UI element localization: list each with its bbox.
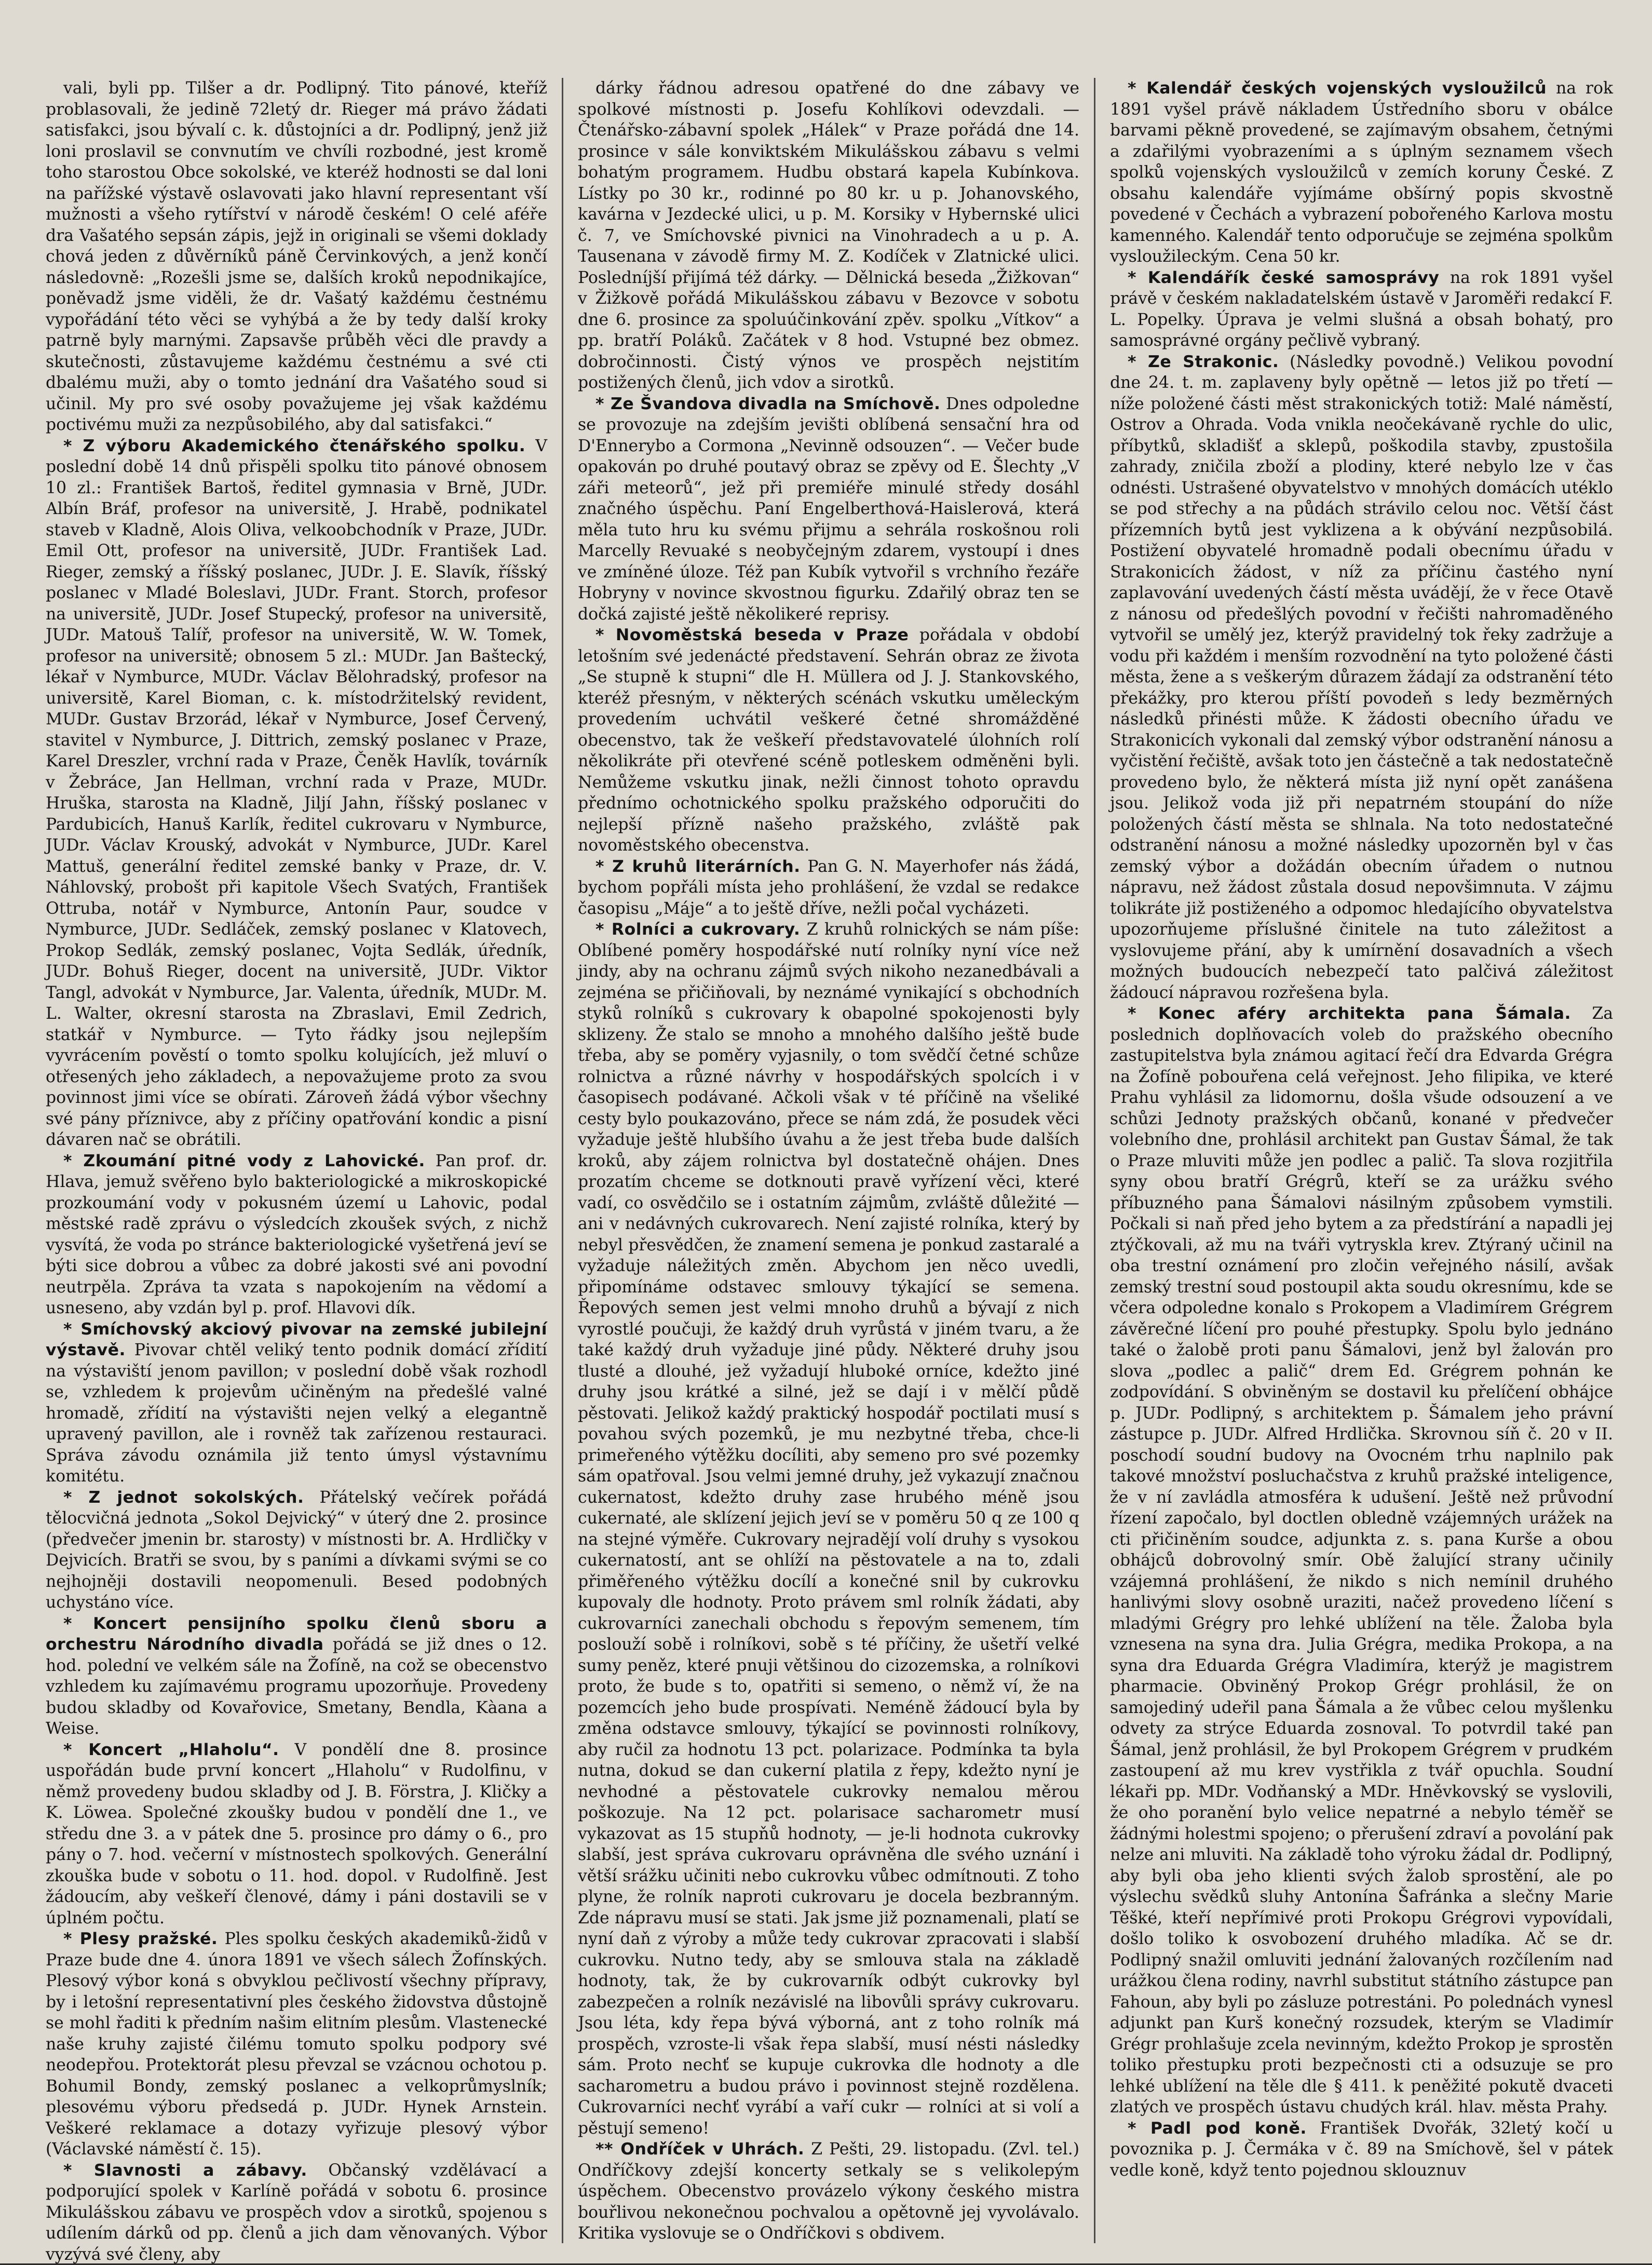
column-middle bbox=[563, 78, 1095, 2243]
article-paragraph bbox=[46, 436, 547, 1151]
article-paragraph bbox=[1110, 1003, 1613, 2118]
article-paragraph bbox=[46, 1740, 547, 1929]
article-body: pořádala v období letošním své jedenácté představení. Sehrán obraz ze života „Se stupně k stupni“ dle H. Müllera od J. J. Stankovského, kteréž přesným, v některých scénách vskutku uměleckým provedením uchvátil veškeré četné shromážděné obecenstvo, tak že veškeří představovatelé úlohních rolí několikráte při otevřené scéně potleskem odměněni byli. Nemůžeme vskutku jinak, nežli činnost tohoto opravdu přednímo ochotnického spolku pražského odporučiti do nejlepší přízně našeho pražského, zvláště pak novoměstského obecenstva. bbox=[578, 626, 1079, 855]
article-headline: * Ze Švandova divadla na Smíchově. bbox=[595, 395, 940, 413]
column-container bbox=[31, 78, 1631, 2243]
article-body: Pan prof. dr. Hlava, jemuž svěřeno bylo bakteriologické a mikroskopické prozkoumání vody v pokusném území u Lahovic, podal městské radě zprávu o výsledcích zkoušek svých, z nichž vysvítá, že voda po stránce bakteriologické vyšetřená jeví se býti sice dobrou a vůbec za dobré jakosti své ani povodní neutrpěla. Zpráva ta vzata s napokojením na vědomí a usneseno, aby vzdán byl p. prof. Hlavovi dík. bbox=[46, 1152, 547, 1318]
article-body: na rok 1891 vyšel právě nákladem Ústředního sboru v obálce barvami pěkně provedené, se zajímavým obsahem, četnými a zdařilými vyobrazeními a s úplným seznamem všech spolků vojenských vysloužilců v zemích koruny České. Z obsahu kalendáře vyjímáme obšírný popis skvostně povedené v Čechách a vybrazení pobořeného Karlova mostu kamenného. Kalendář tento odporučuje se zejména spolkům vysloužileckým. Cena 50 kr. bbox=[1110, 79, 1613, 266]
article-body: Za poslednich doplňovacích voleb do pražského obecního zastupitelstva byla známou agitací řečí dra Edvarda Grégra na Žofíně pobouřena celá veřejnost. Jeho filipika, ve které Prahu vyhlásil za lidomornu, došla všude odsouzení a ve schůzi Jednoty pražských občanů, konané v předvečer volebního dne, prohlásil architekt pan Gustav Šámal, že tak o Praze mluviti může jen podlec a palič. Ta slova rozjitřila syny obou bratří Grégrů, kteří se za urážku svého příbuzného pana Šámalovi násilným způsobem vymstili. Počkali si naň před jeho bytem a za předstírání a napadli jej ztýčkovali, až mu na tváři vytryskla krev. Ztýraný učinil na oba trestní oznámení pro zločin veřejného násilí, avšak zemský trestní soud postoupil akta soudu okresnímu, kde se včera odpoledne konalo s Prokopem a Vladimírem Grégrem závěrečné líčení pro pouhé přestupky. Spolu bylo jednáno také o žalobě proti panu Šámalovi, jenž byl žalován pro slova „podlec a palič“ drem Ed. Grégrem pohnán ke zodpovídání. S obviněným se dostavil ku přelíčení obhájce p. JUDr. Podlipný, s architektem p. Šámalem jeho právní zástupce p. JUDr. Alfred Hrdlička. Skrovnou síň č. 20 v II. poschodí soudní budovy na Ovocném trhu naplnilo pak takové množství posluchačstva z kruhů pražské inteligence, že v ní zavládla atmosféra k udušení. Ještě než průvodní řízení započalo, byl doctlen obledně vzájemných urážek na cti přičiněním soudce, adjunkta z. s. pana Kurše a obou obhájců dobrovolný smír. Obě žalující strany učinily vzájemná prohlášení, že nikdo s nich nemínil druhého hanlivými slovy osobně uraziti, načež provedeno líčení s mladými Grégry pro lehké ublížení na těle. Žaloba byla vznesena na syna dra. Julia Grégra, medika Prokopa, a na syna dra Eduarda Grégra Vladimíra, kterýž je magistrem pharmacie. Obviněný Prokop Grégr prohlásil, že on samojediný udeřil pana Šámala a že vůbec celou myšlenku odvety za strýce Eduarda zosnoval. To potvrdil také pan Šámal, jenž prohlásil, že byl Prokopem Grégrem v prudkém zastoupení až mu krev vystřikla z tvář opuchla. Soudní lékaři pp. MDr. Vodňanský a MDr. Hněvkovský se vyslovili, že oho poranění bylo velice nepatrné a nebylo téměř se žádnými holestmi spojeno; o přerušení zdraví a povolání pak nelze ani mluviti. Na základě toho výroku žádal dr. Podlipný, aby byli oba jeho klienti svých žalob sprostění, ale po výslechu svědků sluhy Antonína Šafránka a slečny Marie Těšké, kteří nepřímivé proti Prokopu Grégrovi vypovídali, došlo toliko k osvobození druhého mladíka. Ač se dr. Podlipný snažil omluviti jednání žalovaných rozčílením nad urážkou člena rodiny, navrhl substitut státního zástupce pan Fahoun, aby byli po zásluze potrestáni. Po polednách vynesl adjunkt pan Kurš konečný rozsudek, kterým se Vladimír Grégr prohlašuje zcela nevinným, kdežto Prokop je sprostěn toliko přestupku proti bezpečnosti cti a odsuzuje se pro lehké ublížení na těle dle § 411. k peněžité pokutě dvaceti zlatých ve prospěch ústavu chudých král. hlav. města Prahy. bbox=[1110, 1004, 1613, 2116]
article-headline: * Konec aféry architekta pana Šámala. bbox=[1128, 1004, 1571, 1023]
article-paragraph bbox=[46, 1487, 547, 1613]
article-body: Z Pešti, 29. listopadu. (Zvl. tel.) Ondříčkovy zdejší koncerty setkaly se s velikolepým úspěchem. Obecenstvo provázelo výkony českého mistra bouřlivou nekonečnou pochvalou a opětovně jej vyvolávalo. Kritika vyslovuje se o Ondříčkovi s obdivem. bbox=[578, 2140, 1079, 2243]
article-headline: * Rolníci a cukrovary. bbox=[595, 920, 800, 939]
article-body: Pivovar chtěl veliký tento podnik domácí zřídití na výstaviští jenom pavillon; v poslední době však rozhodl se, vzhledem k projevům učiněným na předešlé valné hromadě, zřídití na výstavišti nejen velký a elegantně upravený pavillon, ale i rovněž tak zařízenou restauraci. Správa závodu oznámila již tento úmysl výstavnímu komitétu. bbox=[46, 1341, 547, 1486]
article-headline: * Z výboru Akademického čtenářského spolku. bbox=[63, 437, 525, 455]
article-body: dárky řádnou adresou opatřené do dne zábavy ve spolkové místnosti p. Josefu Kohlíkovi odevzdali. — Čtenářsko-zábavní spolek „Hálek“ v Praze pořádá dne 14. prosince v sále konviktském Mikulášskou zábavu s velmi bohatým programem. Hudbu obstará kapela Kubínkova. Lístky po 30 kr., rodinné po 80 kr. u p. Johanovského, kavárna v Jezdecké ulici, u p. M. Korsiky v Hybernské ulici č. 7, ve Smíchovské pivnici na Vinohradech a u p. A. Tausenana v závodě firmy M. Z. Kodíček v Zlatnické ulici. Posledníjší přijímá též dárky. — Dělnická beseda „Žižkovan“ v Žižkově pořádá Mikulášskou zábavu v Bezovce v sobotu dne 6. prosince za spoluúčinkování zpěv. spolku „Vítkov“ a pp. bratří Poláků. Začátek v 8 hod. Vstupné bez obmez. dobročinnosti. Čistý výnos ve prospěch nejstitím postižených členů, jich vdov a sirotků. bbox=[578, 79, 1079, 392]
article-headline: * Ze Strakonic. bbox=[1128, 353, 1279, 371]
article-body: Přátelský večírek pořádá tělocvičná jednota „Sokol Dejvický“ v úterý dne 2. prosince (předvečer jmenin br. starosty) v místnosti br. A. Hrdličky v Dejvicích. Bratři se svou, by s paními a dívkami svými se co nejhojněji dostavili neopomenuli. Besed podobných uchystáno více. bbox=[46, 1488, 547, 1612]
article-headline: * Z kruhů literárních. bbox=[595, 857, 801, 876]
article-paragraph bbox=[1110, 267, 1613, 352]
article-body: Dnes odpoledne se provozuje na zdejším jevišti oblíbená sensační hra od D'Ennerybo a Cormona „Nevinně odsouzen“. — Večer bude opakován po druhé poutavý obraz se zpěvy od E. Šlechty „V záři meteorů“, jež při premiéře minulé středy dosáhl značného úspěchu. Paní Engelberthová-Haislerová, která měla tuto hru ku svému přijmu a sehrála roskošnou roli Marcelly Revuaké s neobyčejným zdarem, vystoupí i dnes ve zmíněné úloze. Též pan Kubík vytvořil s vrchního řezáře Hobryny v novince skvostnou figurku. Zdařilý obraz ten se dočká zajisté ještě několikeré reprisy. bbox=[578, 395, 1079, 624]
article-body: V poslední době 14 dnů přispěli spolku tito pánové obnosem 10 zl.: František Bartoš, ředitel gymnasia v Brně, JUDr. Albín Bráf, profesor na universitě, J. Hrabě, podnikatel staveb v Kladně, Alois Oliva, velkoobchodník v Praze, JUDr. Emil Ott, profesor na universitě, JUDr. František Lad. Rieger, zemský a říšský poslanec, JUDr. J. E. Slavík, říšský poslanec v Mladé Boleslavi, JUDr. Frant. Storch, profesor na universitě, JUDr. Josef Stupecký, profesor na universitě, JUDr. Matouš Talíř, profesor na universitě, W. W. Tomek, profesor na universitě; obnosem 5 zl.: MUDr. Jan Baštecký, lékař v Nymburce, MUDr. Václav Bělohradský, profesor na universitě, Karel Bioman, c. k. místodržitelský revident, MUDr. Gustav Brzorád, lékař v Nymburce, Josef Červený, stavitel v Nymburce, J. Dittrich, zemský poslanec v Praze, Karel Dreszler, vrchní rada v Praze, Čeněk Havlík, továrník v Žebráce, Jan Hellman, vrchní rada v Praze, MUDr. Hruška, starosta na Kladně, Jiljí Jahn, říšský poslanec v Pardubicích, Hanuš Karlík, ředitel cukrovaru v Nymburce, JUDr. Václav Krouský, advokát v Nymburce, JUDr. Karel Mattuš, generální ředitel zemské banky v Praze, dr. V. Náhlovský, probošt při kapitole Všech Svatých, František Ottruba, notář v Nymburce, Antonín Paur, soudce v Nymburce, JUDr. Sedláček, zemský poslanec v Klatovech, Prokop Sedlák, zemský poslanec, Vojta Sedlák, úředník, JUDr. Bohuš Rieger, docent na universitě, JUDr. Viktor Tangl, advokát v Nymburce, Jar. Valenta, úředník, MUDr. M. L. Walter, okresní starosta na Zbraslavi, Emil Zedrich, statkář v Nymburce. — Tyto řádky jsou nejlepším vyvrácením pověstí o tomto spolku kolujících, jež mluví o otřesených jeho základech, a nepovažujeme proto za svou povinnost jimi více se obírati. Zároveň žádá výbor všechny své pány příznivce, aby z příčiny opatřování kondic a pisní dávaren nač se obrátili. bbox=[46, 437, 547, 1150]
article-headline: * Plesy pražské. bbox=[63, 1930, 218, 1948]
article-body: Pan G. N. Mayerhofer nás žádá, bychom popřáli místa jeho prohlášení, že vzdal se redakce časopisu „Máje“ a to ještě dříve, nežli počal vycházeti. bbox=[578, 857, 1079, 918]
article-paragraph bbox=[578, 2139, 1079, 2244]
article-paragraph bbox=[1110, 2118, 1613, 2181]
article-headline: * Z jednot sokolských. bbox=[63, 1488, 304, 1507]
article-paragraph bbox=[578, 919, 1079, 2139]
article-headline: * Kalendář českých vojenských vysloužilců bbox=[1128, 79, 1547, 98]
article-headline: * Smíchovský akciový pivovar na zemské jubilejní výstavě. bbox=[46, 1320, 547, 1360]
article-paragraph bbox=[578, 394, 1079, 625]
column-right bbox=[1095, 78, 1628, 2243]
article-headline: ** Ondříček v Uhrách. bbox=[595, 2140, 804, 2159]
article-body: V pondělí dne 8. prosince uspořádán bude první koncert „Hlaholu“ v Rudolfinu, v němž provedeny budou skladby od J. B. Förstra, J. Kličky a K. Löwea. Společné zkoušky budou v pondělí dne 1., ve středu dne 3. a v pátek dne 5. prosince pro dámy o 6., pro pány o 7. hod. večerní v místnostech spolkových. Generální zkouška bude v sobotu o 11. hod. dopol. v Rudolfině. Jest žádoucím, aby veškeří členové, dámy i páni dostavili se v úplném počtu. bbox=[46, 1741, 547, 1927]
article-paragraph bbox=[46, 1319, 547, 1487]
article-paragraph bbox=[46, 2160, 547, 2265]
article-body: vali, byli pp. Tilšer a dr. Podlipný. Tito pánové, kteříž problasovali, že jedině 72letý dr. Rieger má právo žádati satisfakci, jsou bývalí c. k. důstojníci a dr. Podlipný, jenž již loni proslavil se convnutím ve chvíli rozbodné, jest kromě toho starostou Obce sokolské, ve kteréž hodnosti se dal loni na pařížské výstavě oslavovati jako hlavní representant vší mužnosti a všeho rytířství v národě českém! O celé aféře dra Vašatého sepsán zápis, jejž in originali se všemi doklady chová jeden z důvěrníků páně Červinkových, a jenž končí následovně: „Rozešli jsme se, dalších kroků nepodnikajíce, poněvadž jsme viděli, že dr. Vašatý každému čestnému vypořádání této věci se vyhýbá a že by tedy další kroky patrně byly marnými. Zapsavše průběh věci dle pravdy a skutečnosti, zůstavujeme každému čestnému a své cti dbalému muži, aby o tomto jednání dra Vašatého soud si učinil. My pro své osoby považujeme jej však každému poctivému muži za nezpůsobilého, aby dal satisfakci.“ bbox=[46, 79, 547, 434]
article-body: (Následky povodně.) Velikou povodní dne 24. t. m. zaplaveny byly opětně — letos již po třetí — níže položené části měst strakonických totiž: Malé náměstí, Ostrov a Ohrada. Voda vnikla neočekávaně rychle do ulic, příbytků, skladišť a sklepů, poškodila stavby, zpustošila zahrady, zničila zboží a plodiny, které nebylo lze v čas odnésti. Ustrašené obyvatelstvo v mnohých domácích utéklo se pod střechy a na půdách strávilo celou noc. Větší část přízemních bytů jest vyklizena a k obývání nezpůsobilá. Postižení obyvatelé hromadně podali obecnímu úřadu v Strakonicích žádost, v níž za příčinu častého nyní zaplavování uvedených částí města uvádějí, že v řece Otavě z nánosu od předešlých povodní v řečišti nahromaděného vytvořil se umělý jez, kterýž pravidelný tok řeky zadržuje a vodu při každém i menším rozvodnění na tyto položené části města, žene a s veškerým důrazem žádají za odstranění této překážky, pro kterou příští povodeň s ledy bezměrných následků přinésti může. K žádosti obecního úřadu ve Strakonicích vykonali dal zemský výbor odstranění nánosu a vyčistění řečiště, avšak toto jen částečně a tak nedostatečně provedeno bylo, že některá místa již nyní opět zanášena jsou. Jelikož voda již při nepatrném stoupání do níže položených částí města se shlnala. Na toto nedostatečné odstranění nánosu a možné následky upozorněn byl v čas zemský výbor a dožádán obecním úřadem o nutnou nápravu, než žádost zůstala dosud nepovšimnuta. V zájmu tolikráte již postiženého a odpomoc hledajícího obyvatelstva upozorňujeme příslušné činitele na tuto záležitost a vyslovujeme přání, aby k umírnění dosavadních a všech možných budoucích nebezpečí tato palčivá záležitost žádoucí nápravou rozřešena byla. bbox=[1110, 353, 1613, 1002]
article-body: Ples spolku českých akademiků-židů v Praze bude dne 4. února 1891 ve všech sálech Žofínských. Plesový výbor koná s obvyklou pečlivostí všechny přípravy, by i letošní representativní ples českého židovstva důstojně se mohl řaditi k předním našim elitním plesům. Vlastenecké naše kruhy zajisté čilému tomuto spolku podpory své neodepřou. Protektorát plesu převzal se vzácnou ochotou p. Bohumil Bondy, zemský poslanec a velkoprůmyslník; plesovému výboru předsedá p. JUDr. Hynek Arnstein. Veškeré reklamace a dotazy vyřizuje plesový výbor (Václavské náměstí č. 15). bbox=[46, 1930, 547, 2159]
article-headline: * Koncert „Hlaholu“. bbox=[63, 1741, 279, 1759]
article-body: František Dvořák, 32letý kočí u povoznika p. J. Čermáka v č. 89 na Smíchově, šel v pátek vedle koně, když tento pojednou sklouznuv bbox=[1110, 2119, 1613, 2180]
article-body: na rok 1891 vyšel právě v českém nakladatelském ústavě v Jaroměři redakcí F. L. Popelky. Úprava je velmi slušná a obsah bohatý, pro samosprávné orgány pečlivě vybraný. bbox=[1110, 268, 1613, 350]
article-paragraph bbox=[46, 1613, 547, 1740]
article-paragraph bbox=[1110, 78, 1613, 267]
article-paragraph bbox=[578, 856, 1079, 920]
article-headline: * Novoměstská beseda v Praze bbox=[595, 626, 909, 644]
article-headline: * Slavnosti a zábavy. bbox=[63, 2161, 307, 2180]
article-headline: * Zkoumání pitné vody z Lahovické. bbox=[63, 1152, 425, 1170]
article-paragraph bbox=[46, 1929, 547, 2160]
article-paragraph bbox=[1110, 352, 1613, 1004]
article-body: pořádá se již dnes o 12. hod. polední ve velkém sále na Žofíně, na což se obecenstvo vzhledem ku zajímavému programu upozorňuje. Provedeny budou skladby od Kovařovice, Smetany, Bendla, Kàana a Weise. bbox=[46, 1635, 547, 1738]
article-paragraph bbox=[46, 78, 547, 436]
article-paragraph bbox=[578, 78, 1079, 394]
article-paragraph bbox=[578, 625, 1079, 856]
article-body: Občanský vzdělávací a podporující spolek v Karlíně pořádá v sobotu 6. prosince Mikulášskou zábavu ve prospěch vdov a sirotků, spojenou s udílením dárků od pp. členů a jich dam věnovaných. Výbor vyzývá své členy, aby bbox=[46, 2161, 547, 2264]
article-headline: * Padl pod koně. bbox=[1128, 2119, 1307, 2138]
article-paragraph bbox=[46, 1151, 547, 1319]
article-headline: * Kalendářík české samosprávy bbox=[1128, 268, 1439, 287]
article-headline: * Koncert pensijního spolku členů sboru a orchestru Národního divadla bbox=[46, 1614, 547, 1654]
article-body: Z kruhů rolnických se nám píše: Oblíbené poměry hospodářské nutí rolníky nyní více než jindy, aby na ochranu zájmů svých nikoho nezanedbávali a zejména se přičiňovali, by neznámé vynikající s obchodních styků rolníků s cukrovary k obapolné spokojenosti byly sklizeny. Že stalo se mnoho a mnohého dalšího ještě bude třeba, aby se poměry vyjasnily, o tom svědčí četné schůze rolnictva a různé návrhy v hospodářských spolcích i v časopisech podávané. Ačkoli však v té příčině na všeliké cesty bylo poukazováno, přece se nám zdá, že posudek věci vyžaduje ještě hlubšího úvahu a že jest třeba bude dalších kroků, aby zájem rolnictva byl dostatečně ohájen. Dnes prozatím chceme se dotknouti pravě vyřízení věci, které vadí, co osvědčilo se i ostatním zájmům, zvláště důležité — ani v nedávných cukrovarech. Není zajisté rolníka, který by nebyl přesvědčen, že znamení semena je ponkud zastaralé a vyžaduje náležitých změn. Abychom jen něco uvedli, připomínáme odstavec smlouvy týkající se semena. Řepových semen jest velmi mnoho druhů a bývají z nich vyrostlé poučuji, že každý druh vyrůstá v jiném tvaru, a že také každý druh vyžaduje jiné půdy. Některé druhy jsou tlusté a dlouhé, jež vyžadují hluboké orníce, kdežto jiné druhy jsou krátké a silné, jež se dají i v mělčí půdě pěstovati. Jelikož každý praktický hospodář poctilati musí s povahou svých pozemků, je mu nezbytné třeba, chce-li primeřeného výtěžku docíliti, aby semeno pro své pozemky sám opatřoval. Jsou velmi jemné druhy, jež vykazují značnou cukernatost, kdežto druhy zase hrubého méně jsou cukernaté, ale sklízení jejich jeví se v poměru 50 q ze 100 q na stejné výměře. Cukrovary nejradějí volí druhy s vysokou cukernatostí, ant se ohlíží na pěstovatele a na to, zdali přiměřeného výtěžku docílí a konečné snil by cukrovku kupovaly dle hodnoty. Proto právem sml rolník žádati, aby cukrovarníci zanechali obchodu s řepovým semenem, tím poslouží sobě i rolníkovi, sobě s té příčiny, že ušetří velké sumy peněz, které pnuji většinou do cizozemska, a rolníkovi proto, že bude s to, opatřiti si semeno, o němž ví, že na pozemcích jeho bude prospívati. Neméně žádoucí byla by změna odstavce smlouvy, týkající se povinnosti rolníkovy, aby ručil za hodnotu 13 pct. polarizace. Podmínka ta byla nutna, dokud se dan cukerní platila z řepy, kdežto nyní je nevhodné a pěstovatele cukrovky nemalou měrou poškozuje. Na 12 pct. polarisace sacharometr musí vykazovat as 15 stupňů hodnoty, — je-li hodnota cukrovky slabší, jest správa cukrovaru oprávněna dle svého uznání i větší srážku učiniti nebo cukrovku vůbec odmítnouti. Z toho plyne, že rolník naproti cukrovaru je docela bezbranným. Zde nápravu musí se stati. Jak jsme již poznamenali, platí se nyní daň z výroby a může tedy cukrovar zpracovati i slabší cukrovku. Nutno tedy, aby se smlouva stala na základě hodnoty, tak, že by cukrovarník odbýt cukrovky byl zabezpečen a rolník nezávislé na libovůli správy cukrovaru. Jsou léta, kdy řepa bývá výborná, ant z toho rolník má prospěch, vzroste-li však řepa slabší, musí nésti následky sám. Proto nechť se kupuje cukrovka dle hodnoty a dle sacharometru a budou právo i povinnost stejně rozdělena. Cukrovarníci nechť vyrábí a vaří cukr — rolníci at si volí a pěstují semeno! bbox=[578, 920, 1079, 2138]
column-left bbox=[31, 78, 563, 2243]
